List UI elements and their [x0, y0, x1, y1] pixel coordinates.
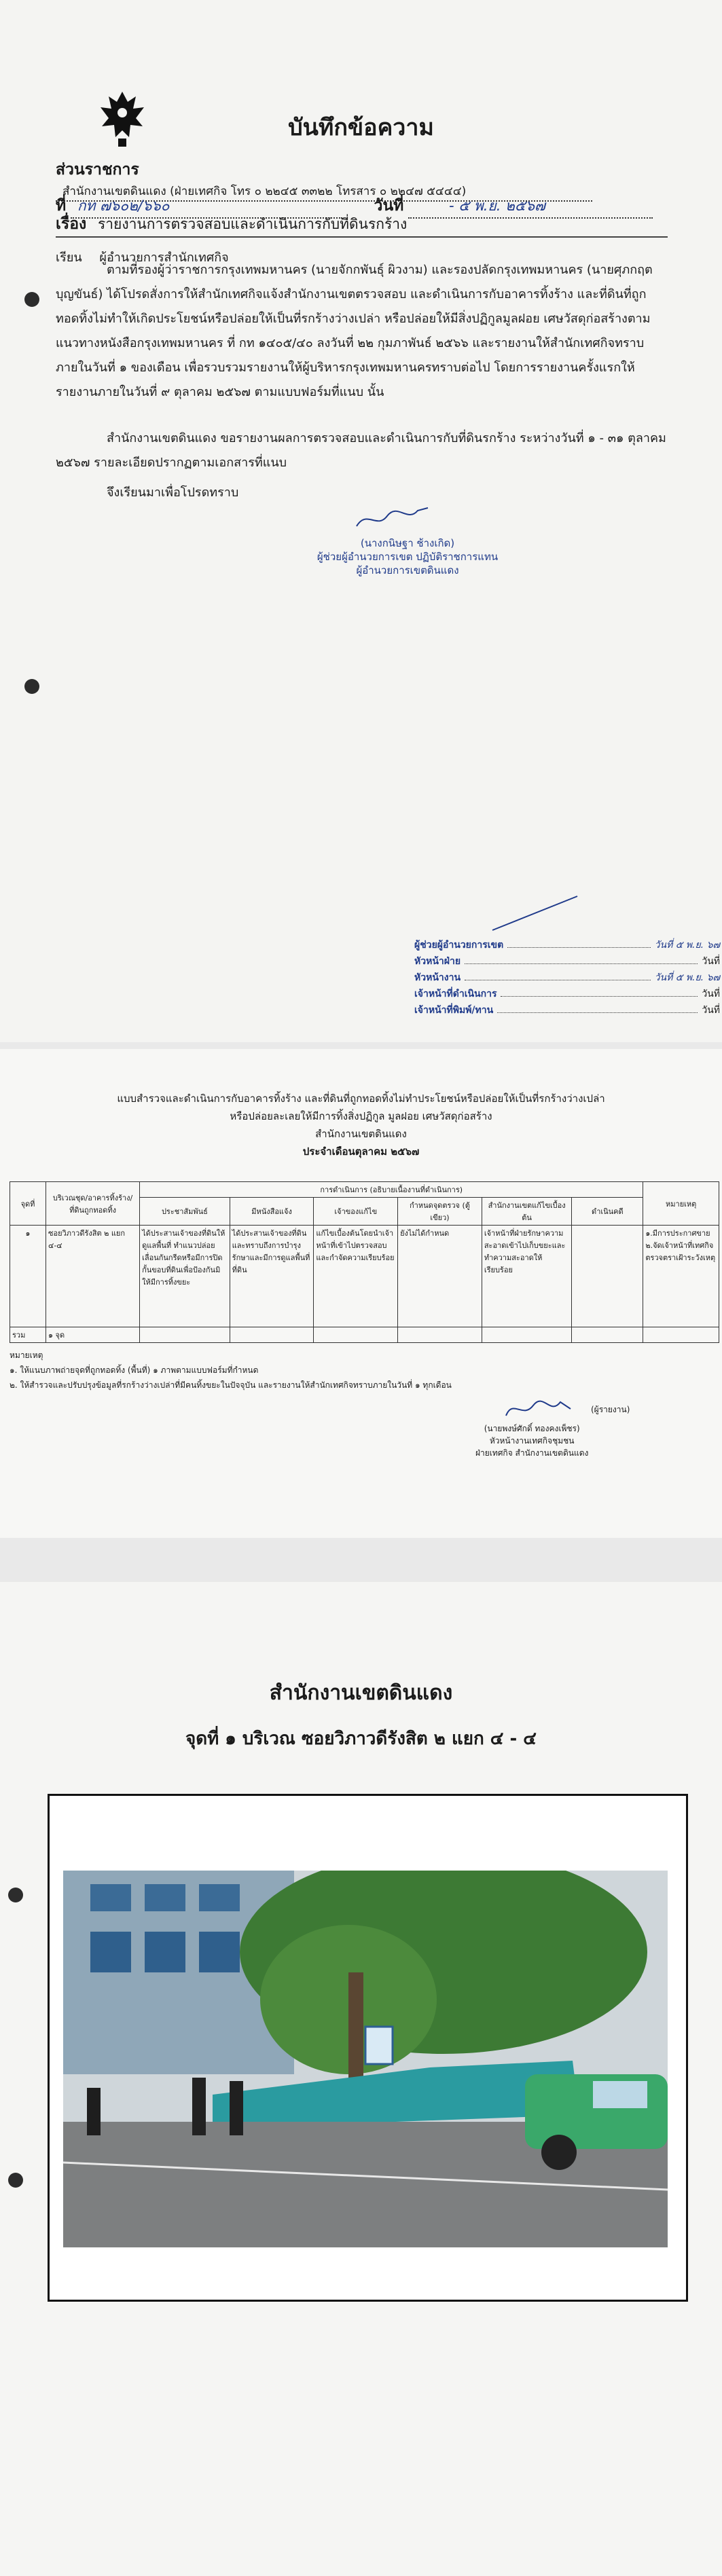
photo-page-subtitle: จุดที่ ๑ บริเวณ ซอยวิภาวดีรังสิต ๒ แยก ๔ - ๔: [185, 1729, 537, 1749]
cell-remark: ๑.มีการประกาศขาย ๒.จัดเจ้าหน้าที่เทศกิจตรวจตราเฝ้าระวังเหตุ: [643, 1226, 719, 1327]
total-value: ๑ จุด: [46, 1327, 140, 1343]
date-label: วันที่: [374, 197, 404, 215]
reporter-title-2: ฝ่ายเทศกิจ สำนักงานเขตดินแดง: [475, 1448, 589, 1458]
cell-owner-fix: แก้ไขเบื้องต้นโดยนำเจ้าหน้าที่เข้าไปตรวจสอบและกำจัดความเรียบร้อย: [314, 1226, 398, 1327]
total-row: [10, 1327, 719, 1343]
routing-row: [414, 986, 720, 1002]
agency-value: สำนักงานเขตดินแดง (ฝ่ายเทศกิจ โทร ๐ ๒๒๔๕ ๓๓๒๒ โทรสาร ๐ ๒๒๔๗ ๕๔๔๔): [56, 182, 592, 202]
signer-block: [299, 536, 516, 577]
routing-value: วันที่: [702, 956, 720, 967]
routing-label: หัวหน้างาน: [414, 972, 461, 983]
memo-page: [0, 0, 722, 1042]
site-photo: [63, 1871, 668, 2247]
total-label: รวม: [10, 1327, 46, 1343]
punch-hole: [24, 679, 39, 694]
date-value: - ๕ พ.ย. ๒๕๖๗: [408, 195, 653, 219]
form-title-3: สำนักงานเขตดินแดง: [315, 1128, 407, 1140]
col-sub: เจ้าของแก้ไข: [314, 1198, 398, 1226]
notes-block: [10, 1348, 452, 1393]
punch-hole: [8, 1888, 23, 1902]
memo-title: บันทึกข้อความ: [288, 114, 434, 141]
cell-prosecution: [572, 1226, 643, 1327]
photo-page-title: สำนักงานเขตดินแดง: [269, 1681, 453, 1705]
signer-title-2: ผู้อำนวยการเขตดินแดง: [356, 564, 459, 576]
survey-table: [10, 1181, 719, 1343]
routing-value: วันที่: [702, 989, 720, 999]
survey-form-page: [0, 1049, 722, 1538]
routing-label: หัวหน้าฝ่าย: [414, 956, 461, 967]
form-title-2: หรือปล่อยละเลยให้มีการทิ้งสิ่งปฏิกูล มูลฝอย เศษวัสดุก่อสร้าง: [230, 1110, 492, 1122]
col-sub: ประชาสัมพันธ์: [140, 1198, 230, 1226]
ref-value: กท ๗๖๐๒/๖๖๐: [71, 195, 342, 219]
photo-page: [0, 1582, 722, 2576]
signer-name: (นางกนิษฐา ช้างเกิด): [360, 537, 455, 549]
paragraph-3: จึงเรียนมาเพื่อโปรดทราบ: [107, 485, 239, 500]
cell-checkpoint: ยังไม่ได้กำหนด: [398, 1226, 482, 1327]
signature-icon: [353, 502, 435, 536]
form-title-4: ประจำเดือนตุลาคม ๒๕๖๗: [302, 1145, 420, 1158]
routing-row: [414, 953, 720, 970]
col-point: จุดที่: [10, 1182, 46, 1226]
routing-value: วันที่ ๕ พ.ย. ๖๗: [654, 972, 720, 983]
routing-row: [414, 1002, 720, 1018]
initials-icon: [489, 889, 584, 937]
signer-title-1: ผู้ช่วยผู้อำนวยการเขต ปฏิบัติราชการแทน: [317, 551, 499, 563]
reporter-block: [475, 1422, 588, 1459]
signature-icon: [503, 1395, 577, 1422]
note-1: ๑. ให้แนบภาพถ่ายจุดที่ถูกทอดทิ้ง (พื้นที่) ๑ ภาพตามแบบฟอร์มที่กำหนด: [10, 1365, 259, 1375]
cell-letter: ได้ประสานเจ้าของที่ดินและทราบถึงการบำรุงรักษาและมีการดูแลพื้นที่ที่ดิน: [230, 1226, 314, 1327]
punch-hole: [24, 292, 39, 307]
routing-block: [414, 937, 720, 1018]
col-remark: หมายเหตุ: [643, 1182, 719, 1226]
routing-value: วันที่: [702, 1005, 720, 1016]
routing-value: วันที่ ๕ พ.ย. ๖๗: [654, 940, 720, 951]
reporter-name: (นายพงษ์ศักดิ์ ทองคงเพ็ชร): [484, 1424, 580, 1433]
paragraph-2: สำนักงานเขตดินแดง ขอรายงานผลการตรวจสอบและดำเนินการกับที่ดินรกร้าง ระหว่างวันที่ ๑ - ๓๑ ตุลาคม ๒๕๖๗ รายละเอียดปรากฏตามเอกสารที่แนบ: [56, 431, 666, 470]
ref-label: ที่: [56, 197, 67, 215]
subject-row: [56, 212, 668, 236]
routing-row: [414, 970, 720, 986]
subject-value: รายงานการตรวจสอบและดำเนินการกับที่ดินรกร้าง: [97, 216, 408, 232]
table-row: [10, 1226, 719, 1327]
routing-label: ผู้ช่วยผู้อำนวยการเขต: [414, 940, 504, 951]
paragraph-1: ตามที่รองผู้ว่าราชการกรุงเทพมหานคร (นายจักกพันธุ์ ผิวงาม) และรองปลัดกรุงเทพมหานคร (นายศุภกฤต บุญขันธ์) ได้โปรดสั่งการให้สำนักเทศกิจแจ้งสำนักงานเขตตรวจสอบ และดำเนินการกับอาคารทิ้งร้าง และที่ดินที่ถูกทอดทิ้งไม่ทำให้เกิดประโยชน์หรือปล่อยให้เป็นที่รกร้างว่างเปล่า หรือปล่อยให้มีสิ่งปฏิกูลมูลฝอย เศษวัสดุก่อสร้างตามแนวทางหนังสือกรุงเทพมหานคร ที่ กท ๑๔๐๕/๔๐ ลงวันที่ ๒๒ กุมภาพันธ์ ๒๕๖๖ และรายงานให้สำนักเทศกิจทราบ ภายในวันที่ ๑ ของเดือน เพื่อรวบรวมรายงานให้ผู้บริหารกรุงเทพมหานครทราบต่อไป โดยการรายงานครั้งแรกให้รายงานภายในวันที่ ๙ ตุลาคม ๒๕๖๗ ตามแบบฟอร์มที่แนบ นั้น: [56, 263, 653, 399]
cell-pr: ได้ประสานเจ้าของที่ดินให้ดูแลพื้นที่ ทำแนวปล่อยเลื่อนกันกรีดหรือมีการปิดกั้นขอบที่ดินเพื่อป้องกันมิให้มีการทิ้งขยะ: [140, 1226, 230, 1327]
col-sub: กำหนดจุดตรวจ (ตู้เขียว): [398, 1198, 482, 1226]
cell-location: ซอยวิภาวดีรังสิต ๒ แยก ๔-๔: [46, 1226, 140, 1327]
photo-frame: [48, 1794, 688, 2302]
cell-district-fix: เจ้าหน้าที่ฝ่ายรักษาความสะอาดเข้าไปเก็บขยะและทำความสะอาดให้เรียบร้อย: [482, 1226, 572, 1327]
note-2: ๒. ให้สำรวจและปรับปรุงข้อมูลที่รกร้างว่างเปล่าที่มีคนทิ้งขยะในปัจจุบัน และรายงานให้สำนักเทศกิจทราบภายในวันที่ ๑ ทุกเดือน: [10, 1380, 452, 1390]
routing-row: [414, 937, 720, 953]
reporter-title-1: หัวหน้างานเทศกิจชุมชน: [489, 1436, 575, 1446]
col-sub: สำนักงานเขตแก้ไขเบื้องต้น: [482, 1198, 572, 1226]
header-divider: [56, 236, 668, 238]
col-location: บริเวณชุด/อาคารทิ้งร้าง/ที่ดินถูกทอดทิ้ง: [46, 1182, 140, 1226]
subject-label: เรื่อง: [56, 215, 87, 233]
routing-label: เจ้าหน้าที่พิมพ์/ทาน: [414, 1005, 494, 1016]
cell-point: ๑: [10, 1226, 46, 1327]
routing-label: เจ้าหน้าที่ดำเนินการ: [414, 989, 497, 999]
col-sub: มีหนังสือแจ้ง: [230, 1198, 314, 1226]
agency-label: ส่วนราชการ: [56, 161, 139, 179]
punch-hole: [8, 2173, 23, 2188]
to-value: ผู้อำนวยการสำนักเทศกิจ: [99, 251, 229, 265]
reporter-role: (ผู้รายงาน): [591, 1405, 630, 1414]
col-actions: การดำเนินการ (อธิบายเนื้องานที่ดำเนินการ): [140, 1182, 643, 1198]
form-title-1: แบบสำรวจและดำเนินการกับอาคารทิ้งร้าง และที่ดินที่ถูกทอดทิ้งไม่ทำประโยชน์หรือปล่อยให้เป็นที่รกร้างว่างเปล่า: [117, 1092, 605, 1105]
notes-title: หมายเหตุ: [10, 1350, 43, 1360]
to-label: เรียน: [56, 251, 82, 265]
col-sub: ดำเนินคดี: [572, 1198, 643, 1226]
